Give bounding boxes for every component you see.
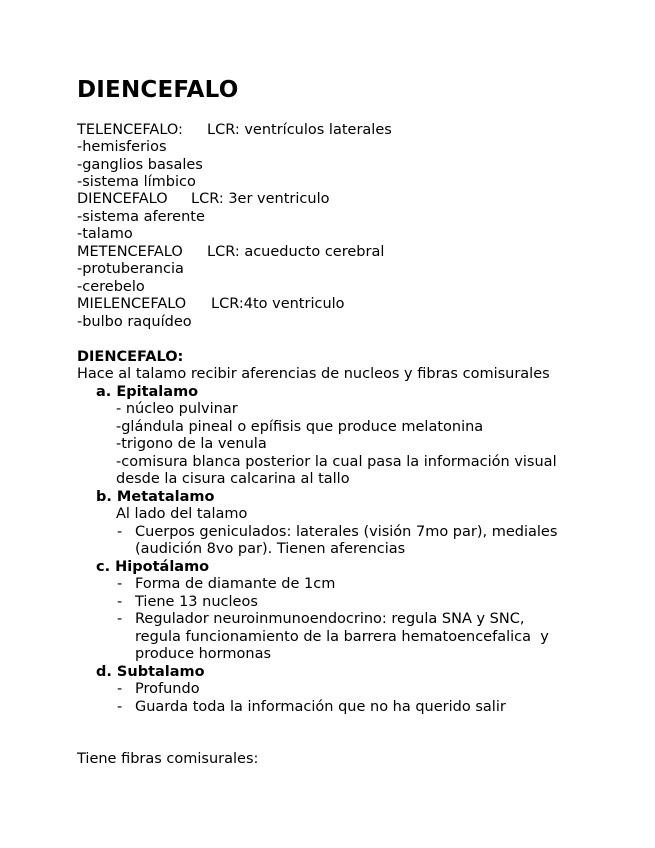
epitalamo-item: -comisura blanca posterior la cual pasa la información visual <box>116 454 557 470</box>
epitalamo-item: -trigono de la venula <box>116 436 267 452</box>
summary-mielencefalo-lcr: LCR:4to ventriculo <box>211 296 345 312</box>
hipotalamo-item: Tiene 13 nucleos <box>135 594 258 610</box>
summary-mielencefalo-name: MIELENCEFALO <box>77 296 187 312</box>
document-title: DIENCEFALO <box>77 77 239 103</box>
summary-cerebelo: -cerebelo <box>77 279 145 295</box>
hipotalamo-item: produce hormonas <box>135 646 272 662</box>
subtalamo-label: d. Subtalamo <box>96 664 205 680</box>
summary-metencefalo-lcr: LCR: acueducto cerebral <box>207 244 385 260</box>
hipotalamo-item: regula funcionamiento de la barrera hematoencefalica y <box>135 629 549 645</box>
subtalamo-item: Guarda toda la información que no ha querido salir <box>135 699 506 715</box>
bullet-dash: - <box>117 594 123 610</box>
summary-bulbo: -bulbo raquídeo <box>77 314 192 330</box>
summary-telencefalo-lcr: LCR: ventrículos laterales <box>207 122 392 138</box>
metatalamo-item: (audición 8vo par). Tienen aferencias <box>135 541 406 557</box>
epitalamo-label: a. Epitalamo <box>96 384 199 400</box>
hipotalamo-label: c. Hipotálamo <box>96 559 210 575</box>
metatalamo-item: Cuerpos geniculados: laterales (visión 7mo par), mediales <box>135 524 558 540</box>
footer-text: Tiene fibras comisurales: <box>77 751 259 767</box>
summary-ganglios: -ganglios basales <box>77 157 203 173</box>
summary-aferente: -sistema aferente <box>77 209 205 225</box>
section-heading: DIENCEFALO: <box>77 349 184 365</box>
summary-metencefalo-name: METENCEFALO <box>77 244 183 260</box>
summary-protuberancia: -protuberancia <box>77 261 184 277</box>
summary-hemisferios: -hemisferios <box>77 139 167 155</box>
hipotalamo-item: Forma de diamante de 1cm <box>135 576 336 592</box>
metatalamo-note: Al lado del talamo <box>116 506 248 522</box>
summary-diencefalo-name: DIENCEFALO <box>77 191 168 207</box>
epitalamo-item: - núcleo pulvinar <box>116 401 238 417</box>
bullet-dash: - <box>117 611 123 627</box>
bullet-dash: - <box>117 576 123 592</box>
bullet-dash: - <box>117 681 123 697</box>
summary-telencefalo-name: TELENCEFALO: <box>77 122 183 138</box>
summary-limbico: -sistema límbico <box>77 174 196 190</box>
bullet-dash: - <box>117 699 123 715</box>
section-intro: Hace al talamo recibir aferencias de nucleos y fibras comisurales <box>77 366 550 382</box>
bullet-dash: - <box>117 524 123 540</box>
summary-diencefalo-lcr: LCR: 3er ventriculo <box>191 191 330 207</box>
metatalamo-label: b. Metatalamo <box>96 489 215 505</box>
epitalamo-item: -glándula pineal o epífisis que produce melatonina <box>116 419 484 435</box>
epitalamo-item: desde la cisura calcarina al tallo <box>116 471 350 487</box>
summary-talamo: -talamo <box>77 226 133 242</box>
subtalamo-item: Profundo <box>135 681 200 697</box>
hipotalamo-item: Regulador neuroinmunoendocrino: regula SNA y SNC, <box>135 611 525 627</box>
